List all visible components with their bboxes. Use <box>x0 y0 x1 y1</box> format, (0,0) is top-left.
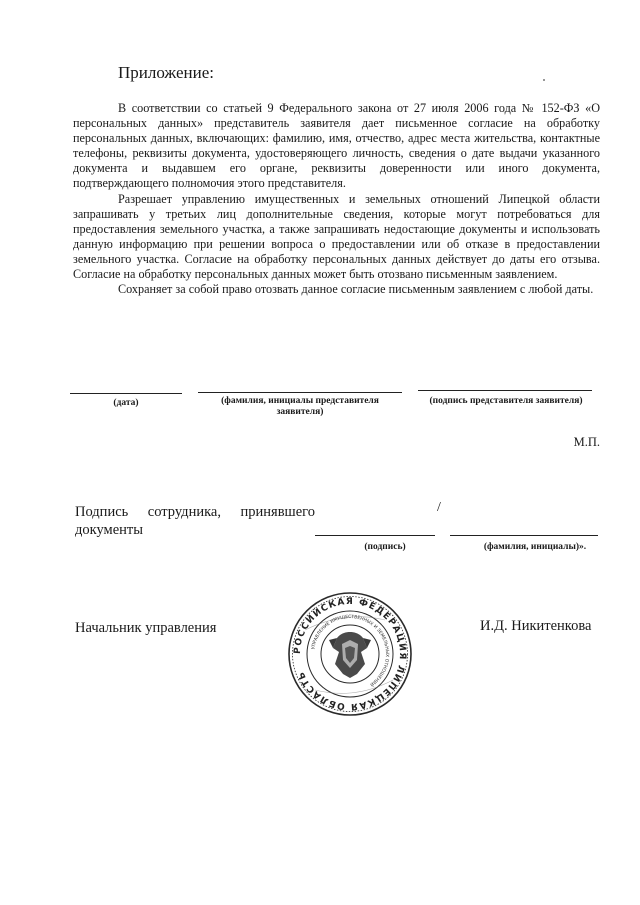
date-caption: (дата) <box>113 398 139 408</box>
scan-speck <box>543 79 545 81</box>
date-line <box>70 393 182 394</box>
stamp-place-label: М.П. <box>573 435 600 449</box>
employee-name-line <box>450 535 598 536</box>
paragraph-consent: В соответствии со статьей 9 Федерального закона от 27 июля 2006 года № 152-ФЗ «О персональных данных» представитель заявителя дает письменное согласие на обработку персональных данных, включающих: фамилию, имя, отчество, адрес места жительства, контактные телефоны, реквизиты документа, удостоверяющего личность, сведения о дате выдачи указанного документа и выдавшем его органе, реквизиты доверенности или иного документа, подтверждающего полномочия этого представителя. <box>73 101 600 191</box>
head-title: Начальник управления <box>75 620 217 636</box>
employee-label-word: сотрудника, <box>147 504 221 520</box>
coat-of-arms-icon <box>329 632 371 678</box>
representative-name-line <box>198 392 402 393</box>
employee-label-line2: документы <box>75 522 143 538</box>
seal-outer-text: РОССИЙСКАЯ ФЕДЕРАЦИЯ ЛИПЕЦКАЯ ОБЛАСТЬ <box>292 596 408 712</box>
paragraph-permission: Разрешает управлению имущественных и земельных отношений Липецкой области запрашивать у третьих лиц дополнительные сведения, которые могут потребоваться для предоставления земельного участка, а также запрашивать недостающие документы и использовать данную информацию при решении вопроса о предоставлении или об отказе в предоставлении земельного участка. Согласие на обработку персональных данных действует до даты его отзыва. Согласие на обработку персональных данных может быть отозвано письменным заявлением. <box>73 191 600 282</box>
head-name: И.Д. Никитенкова <box>480 618 592 634</box>
representative-signature-line <box>418 390 592 391</box>
representative-name-caption: (фамилия, инициалы представителя заявителя) <box>221 396 379 417</box>
consent-body <box>73 101 600 297</box>
employee-signature-line <box>315 535 435 536</box>
employee-label-word: принявшего <box>240 504 315 520</box>
seal-inner-text: УПРАВЛЕНИЕ ИМУЩЕСТВЕННЫХ И ЗЕМЕЛЬНЫХ ОТНОШЕНИЙ <box>311 614 390 687</box>
representative-signature-caption: (подпись представителя заявителя) <box>429 396 583 406</box>
paragraph-revocation: Сохраняет за собой право отозвать данное согласие письменным заявлением с любой даты. <box>118 282 594 297</box>
employee-signature-caption: (подпись) <box>364 542 406 552</box>
signature-separator: / <box>437 500 441 515</box>
document-title: Приложение: <box>118 63 214 82</box>
official-seal <box>285 590 415 718</box>
employee-signature-label <box>75 503 315 539</box>
employee-name-caption: (фамилия, инициалы)». <box>483 542 587 552</box>
employee-label-word: Подпись <box>75 504 129 520</box>
